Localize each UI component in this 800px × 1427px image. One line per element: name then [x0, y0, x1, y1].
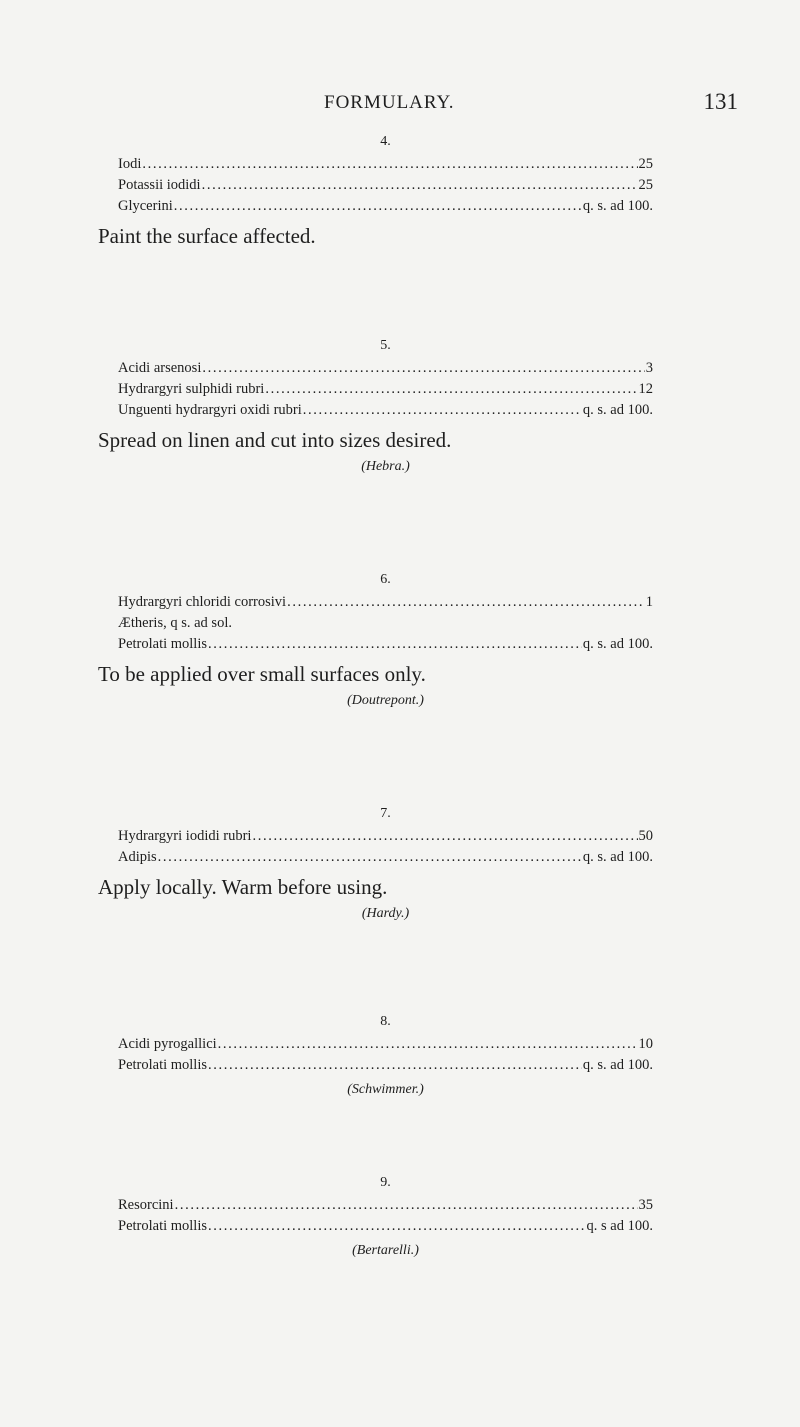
leader-dots [252, 826, 637, 847]
ingredient-line [118, 196, 653, 217]
ingredient-line [118, 154, 653, 175]
ingredient-line [118, 613, 653, 634]
ingredient-line [118, 847, 653, 868]
leader-dots [218, 1034, 638, 1055]
leader-dots [265, 379, 637, 400]
ingredient-quantity: 10 [638, 1036, 653, 1052]
ingredient-quantity: 3 [645, 360, 653, 376]
formula-number: 4. [380, 134, 391, 149]
formula-4 [98, 134, 653, 249]
ingredient-line [118, 1034, 653, 1055]
leader-dots [208, 634, 582, 655]
leader-dots [208, 1216, 586, 1237]
ingredient-name: Unguenti hydrargyri oxidi rubri [118, 402, 302, 418]
ingredient-quantity: q. s. ad 100. [582, 636, 653, 652]
page-header [98, 89, 738, 122]
directions: To be applied over small surfaces only. [98, 662, 426, 686]
ingredient-line [118, 826, 653, 847]
formula-number: 8. [380, 1014, 391, 1029]
author-attribution: (Schwimmer.) [347, 1082, 424, 1097]
leader-dots [174, 196, 582, 217]
ingredient-name: Glycerini [118, 198, 173, 214]
ingredient-name: Petrolati mollis [118, 1057, 208, 1073]
leader-dots [208, 1055, 582, 1076]
ingredient-line [118, 634, 653, 655]
ingredient-line [118, 379, 653, 400]
leader-dots [202, 358, 644, 379]
ingredient-line [118, 592, 653, 613]
formula-number: 6. [380, 572, 391, 587]
ingredient-quantity: q. s ad 100. [586, 1218, 653, 1234]
ingredient-line [118, 400, 653, 421]
formula-number: 5. [380, 338, 391, 353]
ingredient-line [118, 1195, 653, 1216]
formula-5 [98, 338, 653, 475]
page-number: 131 [703, 89, 738, 114]
ingredient-quantity: 35 [638, 1197, 653, 1213]
running-title: FORMULARY. [324, 92, 455, 113]
ingredient-name: Resorcini [118, 1197, 174, 1213]
formula-7 [98, 806, 653, 922]
ingredient-quantity: q. s. ad 100. [582, 198, 653, 214]
formula-number: 7. [380, 806, 391, 821]
ingredient-quantity: 25 [638, 177, 653, 193]
ingredient-name: Hydrargyri sulphidi rubri [118, 381, 265, 397]
ingredient-quantity: q. s. ad 100. [582, 849, 653, 865]
ingredient-name: Hydrargyri chloridi corrosivi [118, 594, 287, 610]
directions: Paint the surface affected. [98, 224, 316, 248]
author-attribution: (Doutrepont.) [347, 693, 424, 708]
ingredient-quantity: 50 [638, 828, 653, 844]
ingredient-quantity: 25 [638, 156, 653, 172]
leader-dots [175, 1195, 638, 1216]
ingredient-name: Acidi arsenosi [118, 360, 202, 376]
ingredient-name: Adipis [118, 849, 157, 865]
ingredient-line [118, 1216, 653, 1237]
leader-dots [303, 400, 582, 421]
ingredient-name: Ætheris, q s. ad sol. [118, 615, 232, 631]
ingredient-line [118, 175, 653, 196]
leader-dots [202, 175, 638, 196]
ingredient-line [118, 358, 653, 379]
ingredient-quantity: 1 [645, 594, 653, 610]
ingredient-name: Potassii iodidi [118, 177, 201, 193]
ingredient-name: Acidi pyrogallici [118, 1036, 217, 1052]
formula-number: 9. [380, 1175, 391, 1190]
ingredient-quantity: q. s. ad 100. [582, 1057, 653, 1073]
directions: Apply locally. Warm before using. [98, 875, 388, 899]
ingredient-name: Hydrargyri iodidi rubri [118, 828, 252, 844]
author-attribution: (Hebra.) [361, 459, 410, 474]
directions: Spread on linen and cut into sizes desired. [98, 428, 452, 452]
ingredient-quantity: q. s. ad 100. [582, 402, 653, 418]
ingredient-name: Iodi [118, 156, 142, 172]
author-attribution: (Bertarelli.) [352, 1243, 419, 1258]
ingredient-line [118, 1055, 653, 1076]
ingredient-name: Petrolati mollis [118, 636, 208, 652]
formula-8 [118, 1014, 653, 1098]
author-attribution: (Hardy.) [361, 906, 410, 921]
leader-dots [158, 847, 582, 868]
formula-6 [98, 572, 653, 709]
formula-9 [118, 1175, 653, 1259]
leader-dots [287, 592, 645, 613]
ingredient-name: Petrolati mollis [118, 1218, 208, 1234]
leader-dots [142, 154, 637, 175]
ingredient-quantity: 12 [638, 381, 653, 397]
